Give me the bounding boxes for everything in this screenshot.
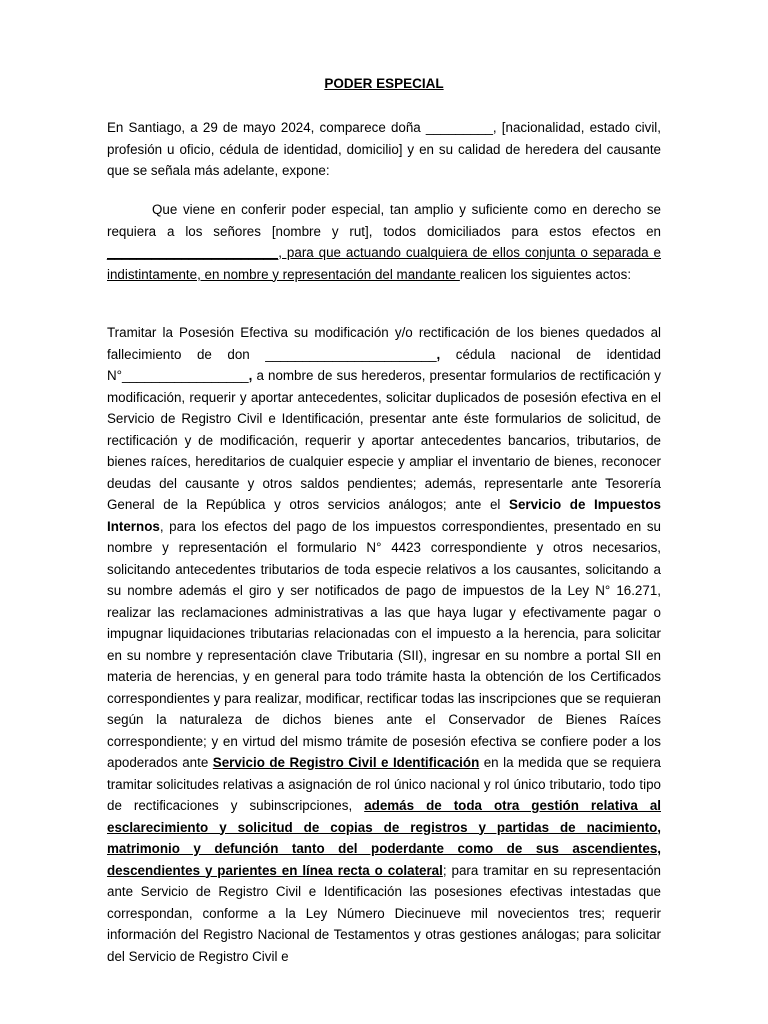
p3-text-1: Tramitar la Posesión Efectiva su modificación y/o rectificación de los bienes quedados al fallecimiento de don _______________________ bbox=[107, 325, 661, 362]
p3-bold-sii: Servicio de Impuestos Internos bbox=[107, 497, 661, 534]
document-title: PODER ESPECIAL bbox=[324, 76, 444, 91]
p3-text-6: ; para tramitar en su representación ante Servicio de Registro Civil e Identificación las posesiones efectivas intestadas que correspondan, conforme a la Ley Número Diecinueve mil novecientos tres; requerir información del Registro Nacional de Testamentos y otras gestiones análogas; para solicitar del Servicio de Registro Civil e bbox=[107, 862, 661, 964]
p3-bold-underlined-clause: además de toda otra gestión relativa al esclarecimiento y solicitud de copias de registros y partidas de nacimiento, matrimonio y defunción tanto del poderdante como de sus ascendientes, descendientes y parientes en línea recta o colateral bbox=[107, 798, 661, 878]
p3-text-4: , para los efectos del pago de los impuestos correspondientes, presentado en su nombre y representación el formulario N° 4423 correspondiente y otros necesarios, solicitando antecedentes tributarios de toda especie relativos a los causantes, solicitando a su nombre además el giro y ser notificados de pago de impuestos de la Ley N° 16.271, realizar las reclamaciones administrativas a las que haya lugar y efectivamente pagar o impugnar liquidaciones tributarias relacionadas con el impuesto a la herencia, para solicitar en su nombre y representación clave Tributaria (SII), ingresar en su nombre a portal SII en materia de herencias, y en general para todo trámite hasta la obtención de los Certificados correspondientes y para realizar, modificar, rectificar todas las inscripciones que se requieran según la naturaleza de dichos bienes ante el Conservador de Bienes Raíces correspondiente; y en virtud del mismo trámite de posesión efectiva se confiere poder a los apoderados ante bbox=[107, 518, 661, 770]
p3-bold-registro-civil: Servicio de Registro Civil e Identificación bbox=[212, 755, 480, 770]
paragraph-acts bbox=[107, 322, 661, 967]
paragraph-appearance: En Santiago, a 29 de mayo 2024, comparece doña _________, [nacionalidad, estado civil, profesión u oficio, cédula de identidad, domicilio] y en su calidad de heredera del causante que se señala más adelante, expone: bbox=[107, 120, 661, 178]
p3-text-2: cédula nacional de identidad N°_________________ bbox=[107, 346, 661, 383]
paragraph-power-grant bbox=[107, 199, 661, 285]
p3-text-5: en la medida que se requiera tramitar solicitudes relativas a asignación de rol único nacional y rol único tributario, todo tipo de rectificaciones y subinscripciones, bbox=[107, 755, 661, 813]
p3-bold-comma-1: , bbox=[436, 346, 441, 362]
p3-bold-comma-2: , bbox=[248, 368, 253, 383]
p2-closing-text: realicen los siguientes actos: bbox=[459, 266, 632, 282]
p3-text-3: a nombre de sus herederos, presentar formularios de rectificación y modificación, requerir y aportar antecedentes, solicitar duplicados de posesión efectiva en el Servicio de Registro Civil e Identificación, presentar ante éste formularios de solicitud, de rectificación y de modificación, requerir y aportar antecedentes bancarios, tributarios, de bienes raíces, hereditarios de cualquier especie y ampliar el inventario de bienes, reconocer deudas del causante y otros saldos pendientes; además, representarle ante Tesorería General de la República y otros servicios análogos; ante el bbox=[107, 368, 661, 512]
p2-intro-text: Que viene en conferir poder especial, tan amplio y suficiente como en derecho se requiera a los señores [nombre y rut], todos domiciliados para estos efectos en bbox=[107, 202, 661, 239]
p2-underlined-text: _______________________, para que actuando cualquiera de ellos conjunta o separada e indistintamente, en nombre y representación del mandante bbox=[107, 245, 661, 282]
